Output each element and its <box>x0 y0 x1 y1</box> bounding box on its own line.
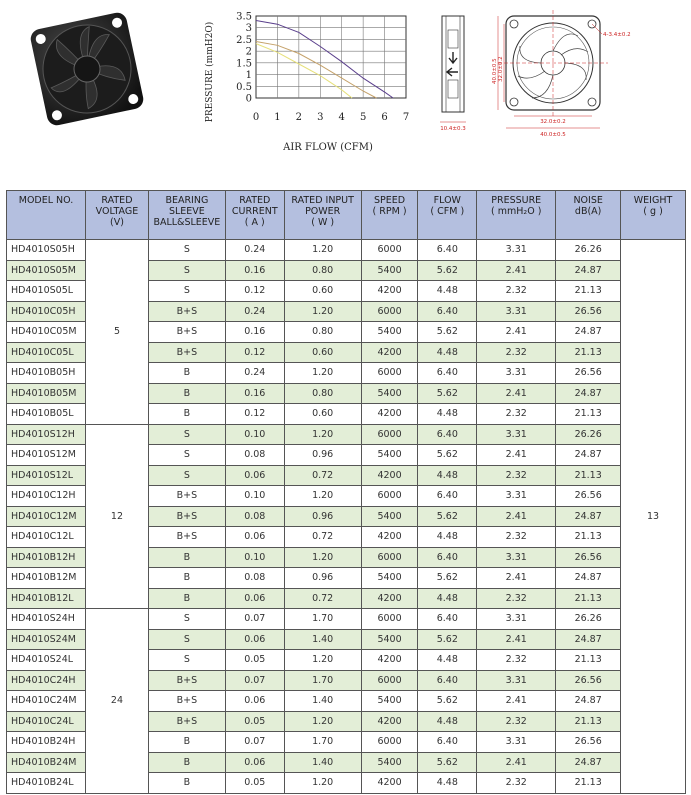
cell-pressure: 2.41 <box>477 506 556 527</box>
y-tick-label: 2.5 <box>236 34 252 46</box>
dim-height-holes: 32.0±0.2 <box>498 56 504 82</box>
cell-speed: 4200 <box>361 588 418 609</box>
cell-speed: 6000 <box>361 609 418 630</box>
cell-model: HD4010C05H <box>7 301 86 322</box>
cell-bearing: B <box>148 773 225 794</box>
cell-flow: 5.62 <box>418 322 477 343</box>
cell-flow: 5.62 <box>418 629 477 650</box>
x-tick-label: 1 <box>274 112 281 123</box>
cell-current: 0.24 <box>225 363 284 384</box>
x-tick-label: 6 <box>381 112 388 123</box>
header-line: ( mmH₂O ) <box>491 206 542 217</box>
cell-speed: 5400 <box>361 506 418 527</box>
cell-flow: 5.62 <box>418 383 477 404</box>
cell-noise: 24.87 <box>556 322 621 343</box>
cell-pressure: 2.32 <box>477 342 556 363</box>
cell-pressure: 3.31 <box>477 424 556 445</box>
cell-bearing: B+S <box>148 711 225 732</box>
cell-speed: 4200 <box>361 465 418 486</box>
cell-current: 0.05 <box>225 711 284 732</box>
table-row <box>7 609 686 630</box>
y-tick-label: 2 <box>245 46 252 58</box>
cell-pressure: 3.31 <box>477 547 556 568</box>
cell-pressure: 2.32 <box>477 527 556 548</box>
spec-table <box>6 190 686 794</box>
x-tick-label: 5 <box>359 112 367 123</box>
cell-bearing: S <box>148 465 225 486</box>
cell-flow: 6.40 <box>418 609 477 630</box>
cell-power: 0.96 <box>284 445 361 466</box>
y-tick-label: 3.5 <box>236 11 252 23</box>
cell-power: 1.20 <box>284 711 361 732</box>
fan-photo <box>28 10 146 128</box>
cell-pressure: 2.41 <box>477 445 556 466</box>
header-line: ( A ) <box>244 217 265 228</box>
cell-pressure: 2.41 <box>477 752 556 773</box>
cell-current: 0.08 <box>225 568 284 589</box>
cell-pressure: 2.32 <box>477 404 556 425</box>
cell-power: 0.72 <box>284 465 361 486</box>
cell-noise: 24.87 <box>556 752 621 773</box>
cell-model: HD4010B24L <box>7 773 86 794</box>
cell-flow: 6.40 <box>418 424 477 445</box>
cell-power: 1.20 <box>284 486 361 507</box>
header-model-no <box>7 191 86 240</box>
cell-current: 0.08 <box>225 506 284 527</box>
cell-current: 0.05 <box>225 773 284 794</box>
cell-bearing: S <box>148 424 225 445</box>
cell-current: 0.07 <box>225 732 284 753</box>
cell-bearing: S <box>148 650 225 671</box>
pq-curve-3 <box>256 44 352 98</box>
cell-power: 0.60 <box>284 342 361 363</box>
y-tick-label: 0.5 <box>236 81 252 93</box>
header-line: ( RPM ) <box>372 206 407 217</box>
header-line: dB(A) <box>574 206 602 217</box>
cell-model: HD4010B05L <box>7 404 86 425</box>
cell-power: 1.20 <box>284 547 361 568</box>
cell-bearing: B+S <box>148 301 225 322</box>
cell-power: 1.70 <box>284 609 361 630</box>
cell-current: 0.10 <box>225 547 284 568</box>
cell-current: 0.06 <box>225 588 284 609</box>
header-line: CURRENT <box>231 206 278 217</box>
cell-noise: 21.13 <box>556 588 621 609</box>
x-tick-label: 3 <box>317 112 324 123</box>
cell-power: 0.60 <box>284 404 361 425</box>
cell-flow: 4.48 <box>418 342 477 363</box>
header-line: BALL&SLEEVE <box>153 217 221 228</box>
cell-flow: 5.62 <box>418 568 477 589</box>
cell-speed: 6000 <box>361 547 418 568</box>
table-row <box>7 424 686 445</box>
cell-speed: 4200 <box>361 527 418 548</box>
cell-noise: 26.26 <box>556 609 621 630</box>
cell-current: 0.06 <box>225 527 284 548</box>
cell-voltage: 5 <box>86 240 149 425</box>
cell-current: 0.08 <box>225 445 284 466</box>
cell-pressure: 2.32 <box>477 711 556 732</box>
cell-flow: 4.48 <box>418 711 477 732</box>
cell-speed: 5400 <box>361 629 418 650</box>
header-line: NOISE <box>573 195 603 206</box>
cell-bearing: B+S <box>148 670 225 691</box>
cell-noise: 24.87 <box>556 691 621 712</box>
dimension-drawing <box>436 6 636 144</box>
cell-speed: 5400 <box>361 322 418 343</box>
cell-speed: 4200 <box>361 711 418 732</box>
cell-bearing: B+S <box>148 691 225 712</box>
header-line: SLEEVE <box>168 206 205 217</box>
y-tick-label: 0 <box>245 93 252 105</box>
cell-flow: 4.48 <box>418 527 477 548</box>
cell-flow: 4.48 <box>418 650 477 671</box>
header-pressure <box>477 191 556 240</box>
cell-bearing: S <box>148 260 225 281</box>
cell-speed: 5400 <box>361 260 418 281</box>
cell-current: 0.12 <box>225 281 284 302</box>
header-line: RATED INPUT <box>291 195 354 206</box>
cell-bearing: B+S <box>148 527 225 548</box>
cell-speed: 6000 <box>361 240 418 261</box>
cell-flow: 5.62 <box>418 506 477 527</box>
cell-model: HD4010S24M <box>7 629 86 650</box>
cell-flow: 4.48 <box>418 588 477 609</box>
cell-bearing: B <box>148 383 225 404</box>
cell-speed: 4200 <box>361 650 418 671</box>
cell-model: HD4010S05L <box>7 281 86 302</box>
header-line: PRESSURE <box>491 195 542 206</box>
cell-noise: 21.13 <box>556 281 621 302</box>
header-line: VOLTAGE <box>95 206 139 217</box>
table-header-row <box>7 191 686 240</box>
cell-bearing: B <box>148 363 225 384</box>
x-tick-label: 2 <box>295 112 303 123</box>
cell-current: 0.16 <box>225 260 284 281</box>
cell-flow: 6.40 <box>418 486 477 507</box>
cell-model: HD4010S05H <box>7 240 86 261</box>
cell-noise: 26.56 <box>556 486 621 507</box>
cell-flow: 5.62 <box>418 752 477 773</box>
y-axis-label: PRESSURE (mmH2O) <box>205 21 215 123</box>
cell-power: 0.72 <box>284 588 361 609</box>
cell-current: 0.16 <box>225 383 284 404</box>
cell-bearing: B <box>148 588 225 609</box>
cell-pressure: 2.41 <box>477 260 556 281</box>
header-line: RATED <box>101 195 133 206</box>
chart-grid <box>256 16 406 98</box>
cell-model: HD4010B12L <box>7 588 86 609</box>
cell-pressure: 2.32 <box>477 588 556 609</box>
dim-height-outer: 40.0±0.5 <box>492 58 498 84</box>
cell-noise: 21.13 <box>556 465 621 486</box>
cell-speed: 6000 <box>361 670 418 691</box>
cell-noise: 26.56 <box>556 732 621 753</box>
dim-width-holes: 32.0±0.2 <box>540 119 566 125</box>
header-line: ( W ) <box>311 217 335 228</box>
cell-power: 0.72 <box>284 527 361 548</box>
cell-pressure: 2.41 <box>477 322 556 343</box>
cell-bearing: S <box>148 240 225 261</box>
cell-pressure: 2.32 <box>477 465 556 486</box>
cell-bearing: B+S <box>148 342 225 363</box>
header-rated-input-power <box>284 191 361 240</box>
cell-pressure: 3.31 <box>477 363 556 384</box>
table-row <box>7 240 686 261</box>
cell-bearing: S <box>148 609 225 630</box>
cell-flow: 4.48 <box>418 773 477 794</box>
cell-noise: 21.13 <box>556 711 621 732</box>
cell-model: HD4010C05L <box>7 342 86 363</box>
cell-current: 0.06 <box>225 465 284 486</box>
cell-current: 0.06 <box>225 691 284 712</box>
cell-model: HD4010B12H <box>7 547 86 568</box>
cell-current: 0.07 <box>225 670 284 691</box>
cell-model: HD4010B24H <box>7 732 86 753</box>
cell-flow: 6.40 <box>418 301 477 322</box>
cell-speed: 6000 <box>361 363 418 384</box>
cell-speed: 4200 <box>361 404 418 425</box>
cell-power: 0.60 <box>284 281 361 302</box>
cell-noise: 21.13 <box>556 404 621 425</box>
cell-model: HD4010S24L <box>7 650 86 671</box>
cell-model: HD4010C24H <box>7 670 86 691</box>
header-speed <box>361 191 418 240</box>
y-tick-label: 3 <box>245 23 252 35</box>
cell-speed: 5400 <box>361 752 418 773</box>
cell-model: HD4010C12M <box>7 506 86 527</box>
cell-current: 0.10 <box>225 486 284 507</box>
cell-bearing: S <box>148 445 225 466</box>
cell-noise: 21.13 <box>556 342 621 363</box>
cell-pressure: 2.41 <box>477 629 556 650</box>
cell-pressure: 2.41 <box>477 568 556 589</box>
cell-power: 1.20 <box>284 650 361 671</box>
cell-current: 0.24 <box>225 301 284 322</box>
cell-model: HD4010S12L <box>7 465 86 486</box>
cell-noise: 26.26 <box>556 424 621 445</box>
cell-pressure: 3.31 <box>477 609 556 630</box>
cell-flow: 4.48 <box>418 465 477 486</box>
cell-model: HD4010S24H <box>7 609 86 630</box>
cell-model: HD4010S12M <box>7 445 86 466</box>
cell-flow: 5.62 <box>418 445 477 466</box>
cell-noise: 26.56 <box>556 363 621 384</box>
cell-pressure: 3.31 <box>477 240 556 261</box>
cell-power: 0.96 <box>284 506 361 527</box>
cell-voltage: 24 <box>86 609 149 794</box>
cell-speed: 4200 <box>361 281 418 302</box>
cell-power: 1.20 <box>284 773 361 794</box>
cell-flow: 5.62 <box>418 691 477 712</box>
cell-current: 0.07 <box>225 609 284 630</box>
header-line: (V) <box>110 217 124 228</box>
cell-model: HD4010C24L <box>7 711 86 732</box>
cell-noise: 24.87 <box>556 260 621 281</box>
cell-power: 1.70 <box>284 732 361 753</box>
cell-pressure: 3.31 <box>477 301 556 322</box>
cell-power: 0.96 <box>284 568 361 589</box>
cell-model: HD4010C05M <box>7 322 86 343</box>
cell-speed: 4200 <box>361 342 418 363</box>
cell-flow: 6.40 <box>418 670 477 691</box>
cell-pressure: 2.32 <box>477 650 556 671</box>
header-bearing <box>148 191 225 240</box>
cell-flow: 4.48 <box>418 281 477 302</box>
header-line: FLOW <box>433 195 461 206</box>
cell-noise: 21.13 <box>556 650 621 671</box>
cell-current: 0.24 <box>225 240 284 261</box>
cell-model: HD4010B05H <box>7 363 86 384</box>
y-tick-label: 1 <box>245 70 252 82</box>
cell-power: 1.20 <box>284 363 361 384</box>
cell-power: 1.20 <box>284 301 361 322</box>
cell-flow: 6.40 <box>418 547 477 568</box>
arrow-down-icon <box>449 52 457 63</box>
cell-weight: 13 <box>621 240 686 794</box>
cell-current: 0.06 <box>225 629 284 650</box>
cell-noise: 21.13 <box>556 773 621 794</box>
cell-flow: 6.40 <box>418 732 477 753</box>
cell-speed: 6000 <box>361 301 418 322</box>
cell-speed: 5400 <box>361 568 418 589</box>
x-tick-label: 0 <box>252 112 260 123</box>
pq-curve-2 <box>256 42 376 99</box>
header-line: BEARING <box>165 195 209 206</box>
header-rated-current <box>225 191 284 240</box>
x-tick-label: 7 <box>402 112 410 123</box>
cell-pressure: 2.32 <box>477 773 556 794</box>
cell-model: HD4010C24M <box>7 691 86 712</box>
cell-noise: 26.56 <box>556 547 621 568</box>
cell-pressure: 2.41 <box>477 383 556 404</box>
cell-power: 1.70 <box>284 670 361 691</box>
cell-power: 1.40 <box>284 629 361 650</box>
cell-speed: 5400 <box>361 691 418 712</box>
cell-current: 0.16 <box>225 322 284 343</box>
header-line: ( g ) <box>643 206 663 217</box>
cell-flow: 5.62 <box>418 260 477 281</box>
cell-model: HD4010S12H <box>7 424 86 445</box>
cell-model: HD4010B24M <box>7 752 86 773</box>
plot-frame <box>256 16 406 98</box>
cell-bearing: B <box>148 732 225 753</box>
cell-current: 0.12 <box>225 342 284 363</box>
cell-bearing: B <box>148 568 225 589</box>
cell-bearing: B <box>148 547 225 568</box>
arrow-left-icon <box>447 68 458 76</box>
cell-power: 1.40 <box>284 752 361 773</box>
dim-width-outer: 40.0±0.5 <box>540 132 566 138</box>
product-header <box>0 0 691 170</box>
cell-power: 1.20 <box>284 240 361 261</box>
cell-current: 0.05 <box>225 650 284 671</box>
cell-bearing: B+S <box>148 506 225 527</box>
header-weight <box>621 191 686 240</box>
cell-speed: 4200 <box>361 773 418 794</box>
header-line: SPEED <box>374 195 406 206</box>
cell-power: 1.20 <box>284 424 361 445</box>
cell-speed: 5400 <box>361 383 418 404</box>
cell-bearing: B+S <box>148 486 225 507</box>
cell-current: 0.10 <box>225 424 284 445</box>
cell-power: 0.80 <box>284 260 361 281</box>
cell-noise: 24.87 <box>556 506 621 527</box>
cell-power: 0.80 <box>284 322 361 343</box>
x-axis-label: AIR FLOW (CFM) <box>283 142 373 153</box>
cell-power: 0.80 <box>284 383 361 404</box>
cell-pressure: 3.31 <box>477 486 556 507</box>
header-noise <box>556 191 621 240</box>
cell-noise: 24.87 <box>556 568 621 589</box>
cell-noise: 26.26 <box>556 240 621 261</box>
cell-flow: 6.40 <box>418 363 477 384</box>
header-line: WEIGHT <box>633 195 673 206</box>
cell-speed: 6000 <box>361 424 418 445</box>
cell-noise: 26.56 <box>556 301 621 322</box>
dim-hole: 4-3.4±0.2 <box>603 32 631 38</box>
header-line: MODEL NO. <box>18 195 74 206</box>
dim-depth: 10.4±0.3 <box>440 126 466 132</box>
x-tick-label: 4 <box>338 112 345 123</box>
header-rated-voltage <box>86 191 149 240</box>
cell-power: 1.40 <box>284 691 361 712</box>
cell-pressure: 2.32 <box>477 281 556 302</box>
cell-flow: 4.48 <box>418 404 477 425</box>
cell-noise: 26.56 <box>556 670 621 691</box>
header-line: RATED <box>239 195 271 206</box>
cell-noise: 24.87 <box>556 445 621 466</box>
cell-bearing: B+S <box>148 322 225 343</box>
cell-pressure: 2.41 <box>477 691 556 712</box>
cell-model: HD4010B12M <box>7 568 86 589</box>
header-line: POWER <box>305 206 341 217</box>
pq-curve-chart <box>198 4 418 154</box>
cell-bearing: B <box>148 752 225 773</box>
cell-model: HD4010S05M <box>7 260 86 281</box>
cell-model: HD4010C12H <box>7 486 86 507</box>
cell-bearing: B <box>148 404 225 425</box>
cell-noise: 21.13 <box>556 527 621 548</box>
cell-noise: 24.87 <box>556 629 621 650</box>
cell-bearing: S <box>148 281 225 302</box>
cell-speed: 6000 <box>361 732 418 753</box>
cell-current: 0.12 <box>225 404 284 425</box>
cell-pressure: 3.31 <box>477 670 556 691</box>
y-tick-label: 1.5 <box>236 58 252 70</box>
cell-speed: 6000 <box>361 486 418 507</box>
cell-current: 0.06 <box>225 752 284 773</box>
cell-pressure: 3.31 <box>477 732 556 753</box>
cell-flow: 6.40 <box>418 240 477 261</box>
cell-model: HD4010B05M <box>7 383 86 404</box>
cell-speed: 5400 <box>361 445 418 466</box>
cell-voltage: 12 <box>86 424 149 609</box>
header-line: ( CFM ) <box>430 206 465 217</box>
header-flow <box>418 191 477 240</box>
cell-model: HD4010C12L <box>7 527 86 548</box>
cell-bearing: S <box>148 629 225 650</box>
cell-noise: 24.87 <box>556 383 621 404</box>
